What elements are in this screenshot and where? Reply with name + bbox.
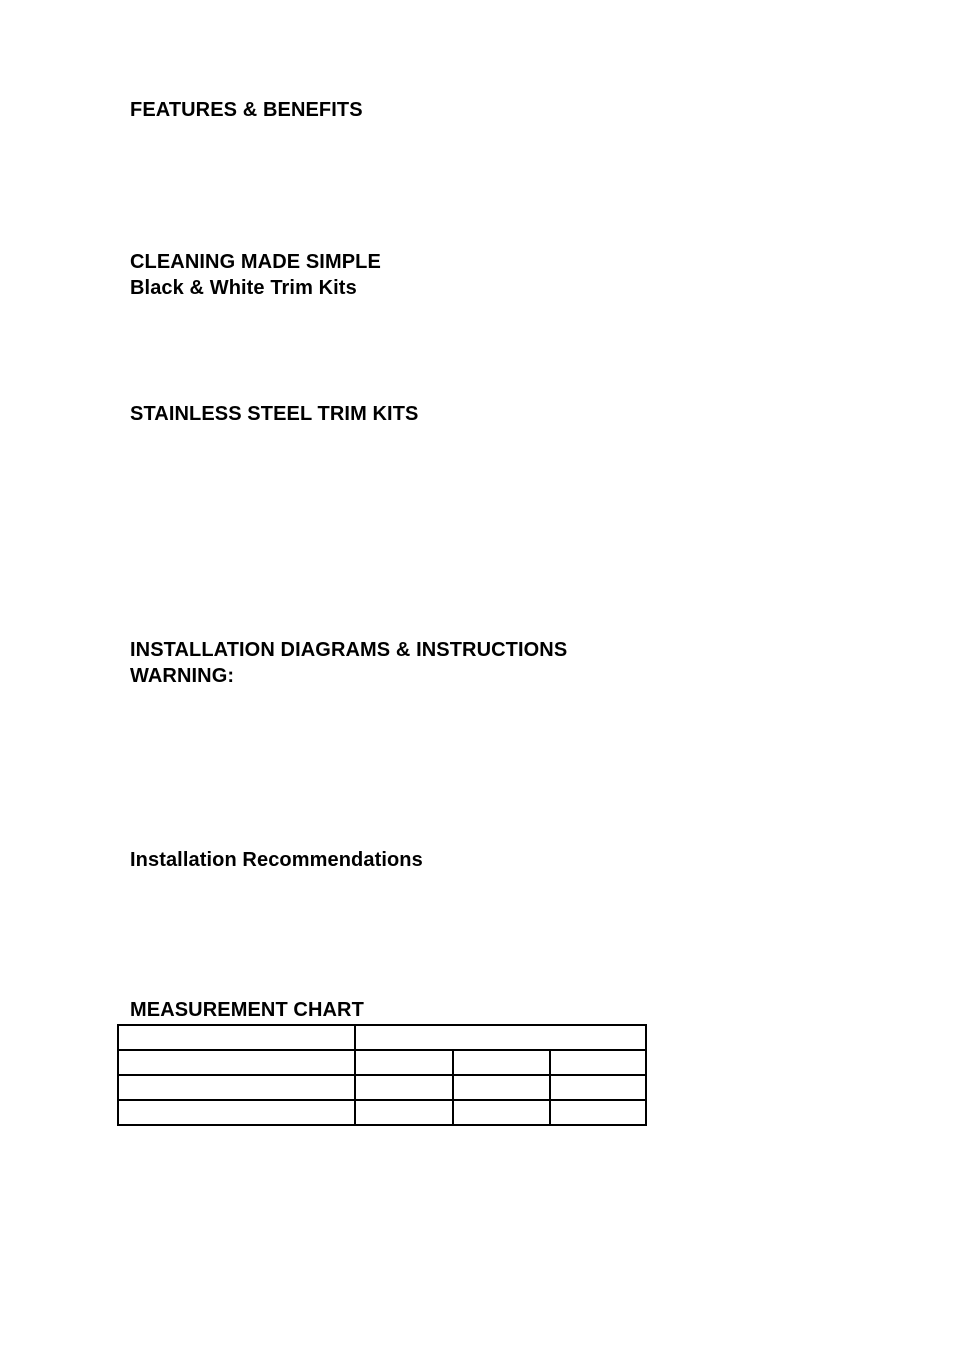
features-title: FEATURES & BENEFITS [130,99,363,121]
table-row [118,1050,646,1075]
table-cell [453,1100,550,1125]
table-cell [355,1075,453,1100]
table-cell [355,1100,453,1125]
cleaning-heading [130,249,381,301]
cleaning-subtitle: Black & White Trim Kits [130,277,357,299]
table-cell [550,1075,646,1100]
table-cell [118,1025,355,1050]
table-header-row [118,1025,646,1050]
installation-title: INSTALLATION DIAGRAMS & INSTRUCTIONS [130,639,568,661]
recommendations-heading [130,847,423,873]
warning-label: WARNING: [130,665,235,687]
recommendations-title: Installation Recommendations [130,849,423,871]
features-heading [130,97,363,123]
table-cell [118,1050,355,1075]
table-cell [550,1100,646,1125]
table-cell [550,1050,646,1075]
measurement-table [117,1024,647,1126]
table-cell [355,1050,453,1075]
table-cell [453,1050,550,1075]
measurement-title: MEASUREMENT CHART [130,999,364,1021]
installation-heading [130,637,567,689]
table-cell [118,1100,355,1125]
table-cell [453,1075,550,1100]
measurement-heading [130,997,364,1023]
stainless-title: STAINLESS STEEL TRIM KITS [130,403,419,425]
table-row [118,1100,646,1125]
table-cell [118,1075,355,1100]
table-cell [355,1025,646,1050]
table-row [118,1075,646,1100]
cleaning-title: CLEANING MADE SIMPLE [130,251,381,273]
stainless-heading [130,401,418,427]
